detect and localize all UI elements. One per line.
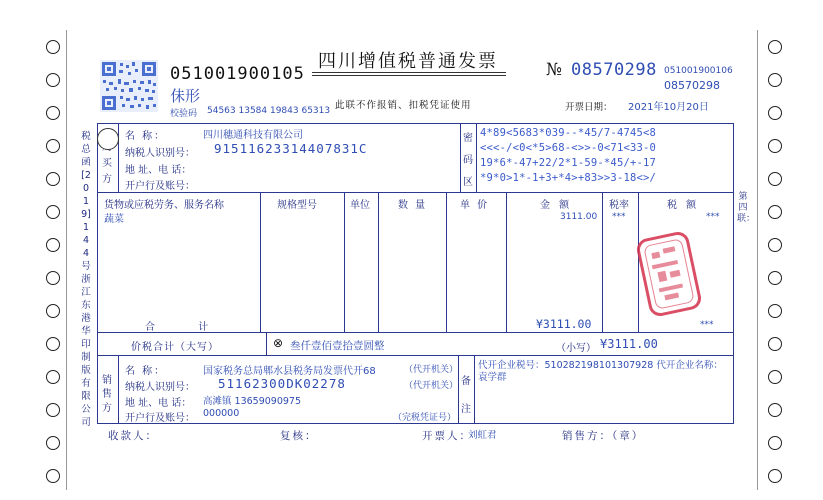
binding-hole	[768, 370, 782, 384]
seller-tax-id-tag: （代开机关）	[404, 381, 459, 391]
binding-hole	[768, 304, 782, 318]
cipher-section-label: 密码区	[463, 133, 473, 188]
binding-hole	[46, 403, 60, 417]
col-header-name: 货物或应税劳务、服务名称	[104, 200, 224, 211]
seller-address: 高滩镇 13659090975	[203, 396, 302, 407]
invoice-number-right: 08570298	[664, 79, 720, 92]
seller-name-label: 名 称：	[125, 366, 167, 377]
title-underline	[312, 72, 506, 73]
cipher-line: 19*6*-47+22/2*1-59-*45/+-17	[480, 157, 657, 169]
buyer-circle	[97, 128, 119, 150]
seller-tax-id: 51162300DK02278	[218, 376, 346, 391]
seller-seal-label: 销售方：（章）	[562, 430, 645, 442]
buyer-tax-id: 91511623314407831C	[214, 141, 368, 156]
buyer-address-label: 地 址、电 话：	[125, 165, 192, 176]
stamp-characters: 佅形	[170, 87, 201, 105]
reviewer-label: 复核：	[280, 430, 318, 442]
binding-hole	[768, 205, 782, 219]
binding-hole	[46, 469, 60, 483]
seller-bank-tag: （完税凭证号）	[393, 413, 457, 423]
col-header-price: 单 价	[460, 200, 490, 211]
col-header-qty: 数 量	[398, 200, 428, 211]
binding-hole	[768, 271, 782, 285]
rule	[118, 355, 119, 424]
remarks-label: 备注	[461, 376, 471, 415]
grand-total-label: 价税合计（大写）	[131, 342, 219, 353]
col-header-tax: 税 额	[667, 200, 700, 211]
binding-hole	[768, 403, 782, 417]
rule	[458, 355, 459, 424]
grand-total-small-value: ¥3111.00	[600, 337, 658, 351]
invoice-code: 051001900105	[170, 64, 305, 84]
binding-hole	[46, 106, 60, 120]
buyer-tax-id-label: 纳税人识别号：	[125, 148, 195, 159]
rule	[118, 123, 119, 192]
total-label: 合 计	[145, 322, 209, 333]
seller-name: 国家税务总局郫水县税务局发票代开68	[203, 366, 376, 377]
binding-hole	[46, 337, 60, 351]
buyer-name-label: 名 称：	[125, 131, 167, 142]
title-underline	[312, 75, 506, 76]
seller-bank-label: 开户行及账号：	[125, 413, 195, 424]
issue-date: 2021年10月20日	[628, 102, 709, 113]
invoice-code-right: 051001900106	[664, 66, 733, 76]
binding-hole	[768, 436, 782, 450]
buyer-bank-label: 开户行及账号：	[125, 181, 195, 192]
item-rate: ***	[612, 212, 626, 222]
binding-hole	[46, 370, 60, 384]
rule	[260, 192, 261, 332]
grand-total-icon: ⊗	[273, 336, 284, 350]
seller-address-label: 地 址、电 话：	[125, 398, 192, 409]
col-header-unit: 单位	[350, 200, 370, 211]
rule	[97, 355, 734, 356]
qr-code	[100, 60, 158, 112]
tear-line-left	[66, 30, 67, 490]
grand-total-words: 叁仟壹佰壹拾壹圆整	[290, 340, 385, 352]
total-amount: ¥3111.00	[536, 317, 592, 331]
tear-line-right	[757, 30, 758, 490]
binding-hole	[46, 271, 60, 285]
col-header-amount: 金 额	[540, 200, 573, 211]
binding-hole	[768, 238, 782, 252]
binding-hole	[46, 238, 60, 252]
rule	[266, 332, 267, 355]
binding-hole	[768, 73, 782, 87]
cipher-line: 4*89<5683*039--*45/7-4745<8	[480, 127, 657, 139]
check-code-label: 校验码	[170, 109, 198, 119]
binding-hole	[46, 40, 60, 54]
grand-total-small-label: （小写）	[556, 343, 596, 354]
seller-bank: 000000	[203, 408, 240, 419]
cipher-line: *9*0>1*-1+3+*4>+83>>3-18<>/	[480, 172, 657, 184]
binding-hole	[46, 172, 60, 186]
seller-name-tag: （代开机关）	[404, 365, 459, 375]
binding-hole	[46, 139, 60, 153]
total-tax: ***	[700, 320, 714, 330]
cipher-line: <<<-/<0<*5>68-<>>-0<71<33-0	[480, 142, 657, 154]
col-header-rate: 税率	[609, 200, 629, 211]
invoice-subtitle: 此联不作报销、扣税凭证使用	[335, 100, 472, 111]
rule	[344, 192, 345, 332]
rule	[474, 355, 475, 424]
rule	[446, 192, 447, 332]
issue-date-label: 开票日期：	[565, 102, 613, 113]
binding-hole	[46, 73, 60, 87]
binding-hole	[768, 172, 782, 186]
payee-label: 收款人：	[108, 430, 158, 442]
item-tax: ***	[706, 212, 720, 222]
seller-tax-id-label: 纳税人识别号：	[125, 382, 195, 393]
seal-stamp	[634, 228, 704, 320]
invoice-title: 四川增值税普通发票	[318, 51, 498, 72]
item-name: 蔬菜	[104, 214, 124, 225]
drawer-label: 开票人：	[422, 430, 472, 442]
binding-hole	[46, 436, 60, 450]
buyer-name: 四川穗通科技有限公司	[203, 130, 303, 141]
binding-hole	[768, 40, 782, 54]
binding-hole	[768, 469, 782, 483]
seller-section-label: 销售方	[102, 375, 112, 414]
rule	[506, 192, 507, 332]
remarks-text: 代开企业税号：510282198101307928 代开企业名称：袁学群	[478, 360, 723, 383]
rule	[602, 192, 603, 332]
check-code: 54563 13584 19843 65313	[207, 106, 331, 116]
binding-hole	[768, 139, 782, 153]
rule	[460, 123, 461, 192]
col-header-spec: 规格型号	[277, 200, 317, 211]
buyer-section-label: 买方	[102, 158, 112, 185]
binding-hole	[46, 304, 60, 318]
invoice-number: 08570298	[571, 60, 657, 80]
number-prefix: №	[546, 60, 563, 80]
binding-hole	[768, 106, 782, 120]
rule	[476, 123, 477, 192]
drawer-name: 刘虹君	[468, 430, 497, 441]
binding-hole	[768, 337, 782, 351]
item-amount: 3111.00	[560, 212, 598, 222]
printer-info: 税总函[2019]144号浙江东港华印制版有限公司	[81, 131, 91, 428]
binding-hole	[46, 205, 60, 219]
rule	[378, 192, 379, 332]
copy-label: 第四联：	[737, 192, 756, 224]
